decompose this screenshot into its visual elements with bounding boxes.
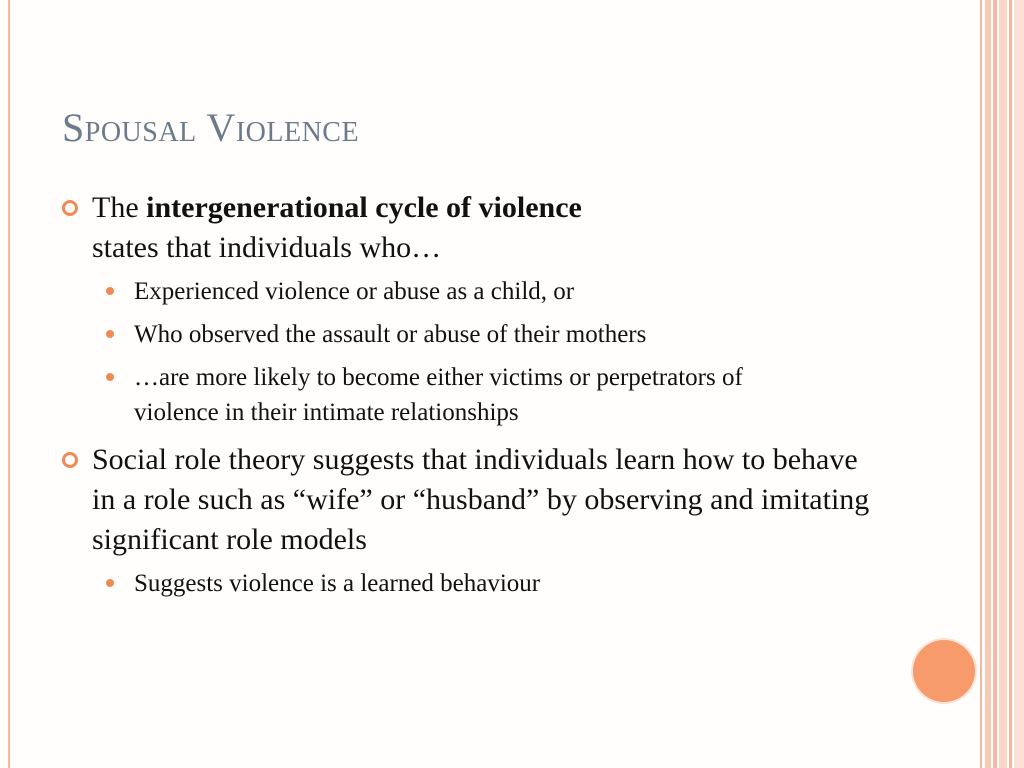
ring-bullet-icon: [62, 452, 78, 468]
sub-bullet-text: …are more likely to become either victims or perpetrators of violence in their intimate relationships: [134, 364, 743, 426]
decorative-stripe: [1014, 0, 1024, 768]
sub-bullet-item: [62, 274, 882, 309]
sub-bullet-item: [62, 360, 794, 430]
bullet-text-suffix: states that individuals who…: [92, 231, 442, 264]
dot-bullet-icon: [106, 330, 114, 338]
decorative-stripe: [999, 0, 1007, 768]
accent-circle: [913, 640, 975, 702]
dot-bullet-icon: [106, 579, 114, 587]
bullet-text-bold: intergenerational cycle of violence: [146, 191, 582, 224]
sub-bullet-item: [62, 566, 882, 601]
decorative-stripe: [980, 0, 982, 768]
dot-bullet-icon: [106, 287, 114, 295]
dot-bullet-icon: [106, 373, 114, 381]
sub-bullet-list: [62, 566, 882, 601]
decorative-stripe: [985, 0, 991, 768]
sub-bullet-text: Experienced violence or abuse as a child, or: [134, 278, 575, 305]
sub-bullet-text: Suggests violence is a learned behaviour: [134, 570, 541, 597]
slide-content: [62, 188, 882, 611]
bullet-item: [62, 440, 882, 560]
decorative-stripe: [993, 0, 997, 768]
slide-title: Spousal Violence: [62, 105, 360, 150]
sub-bullet-text: Who observed the assault or abuse of their mothers: [134, 321, 647, 348]
sub-bullet-item: [62, 317, 882, 352]
bullet-text: Social role theory suggests that individuals learn how to behave in a role such as “wife” or “husband” by observing and imitating significant role models: [92, 443, 870, 556]
bullet-text-prefix: The: [92, 191, 147, 224]
ring-bullet-icon: [62, 200, 78, 216]
sub-bullet-list: [62, 274, 882, 430]
left-border-line: [8, 0, 10, 768]
bullet-item: [62, 188, 882, 268]
decorative-stripe: [1009, 0, 1012, 768]
